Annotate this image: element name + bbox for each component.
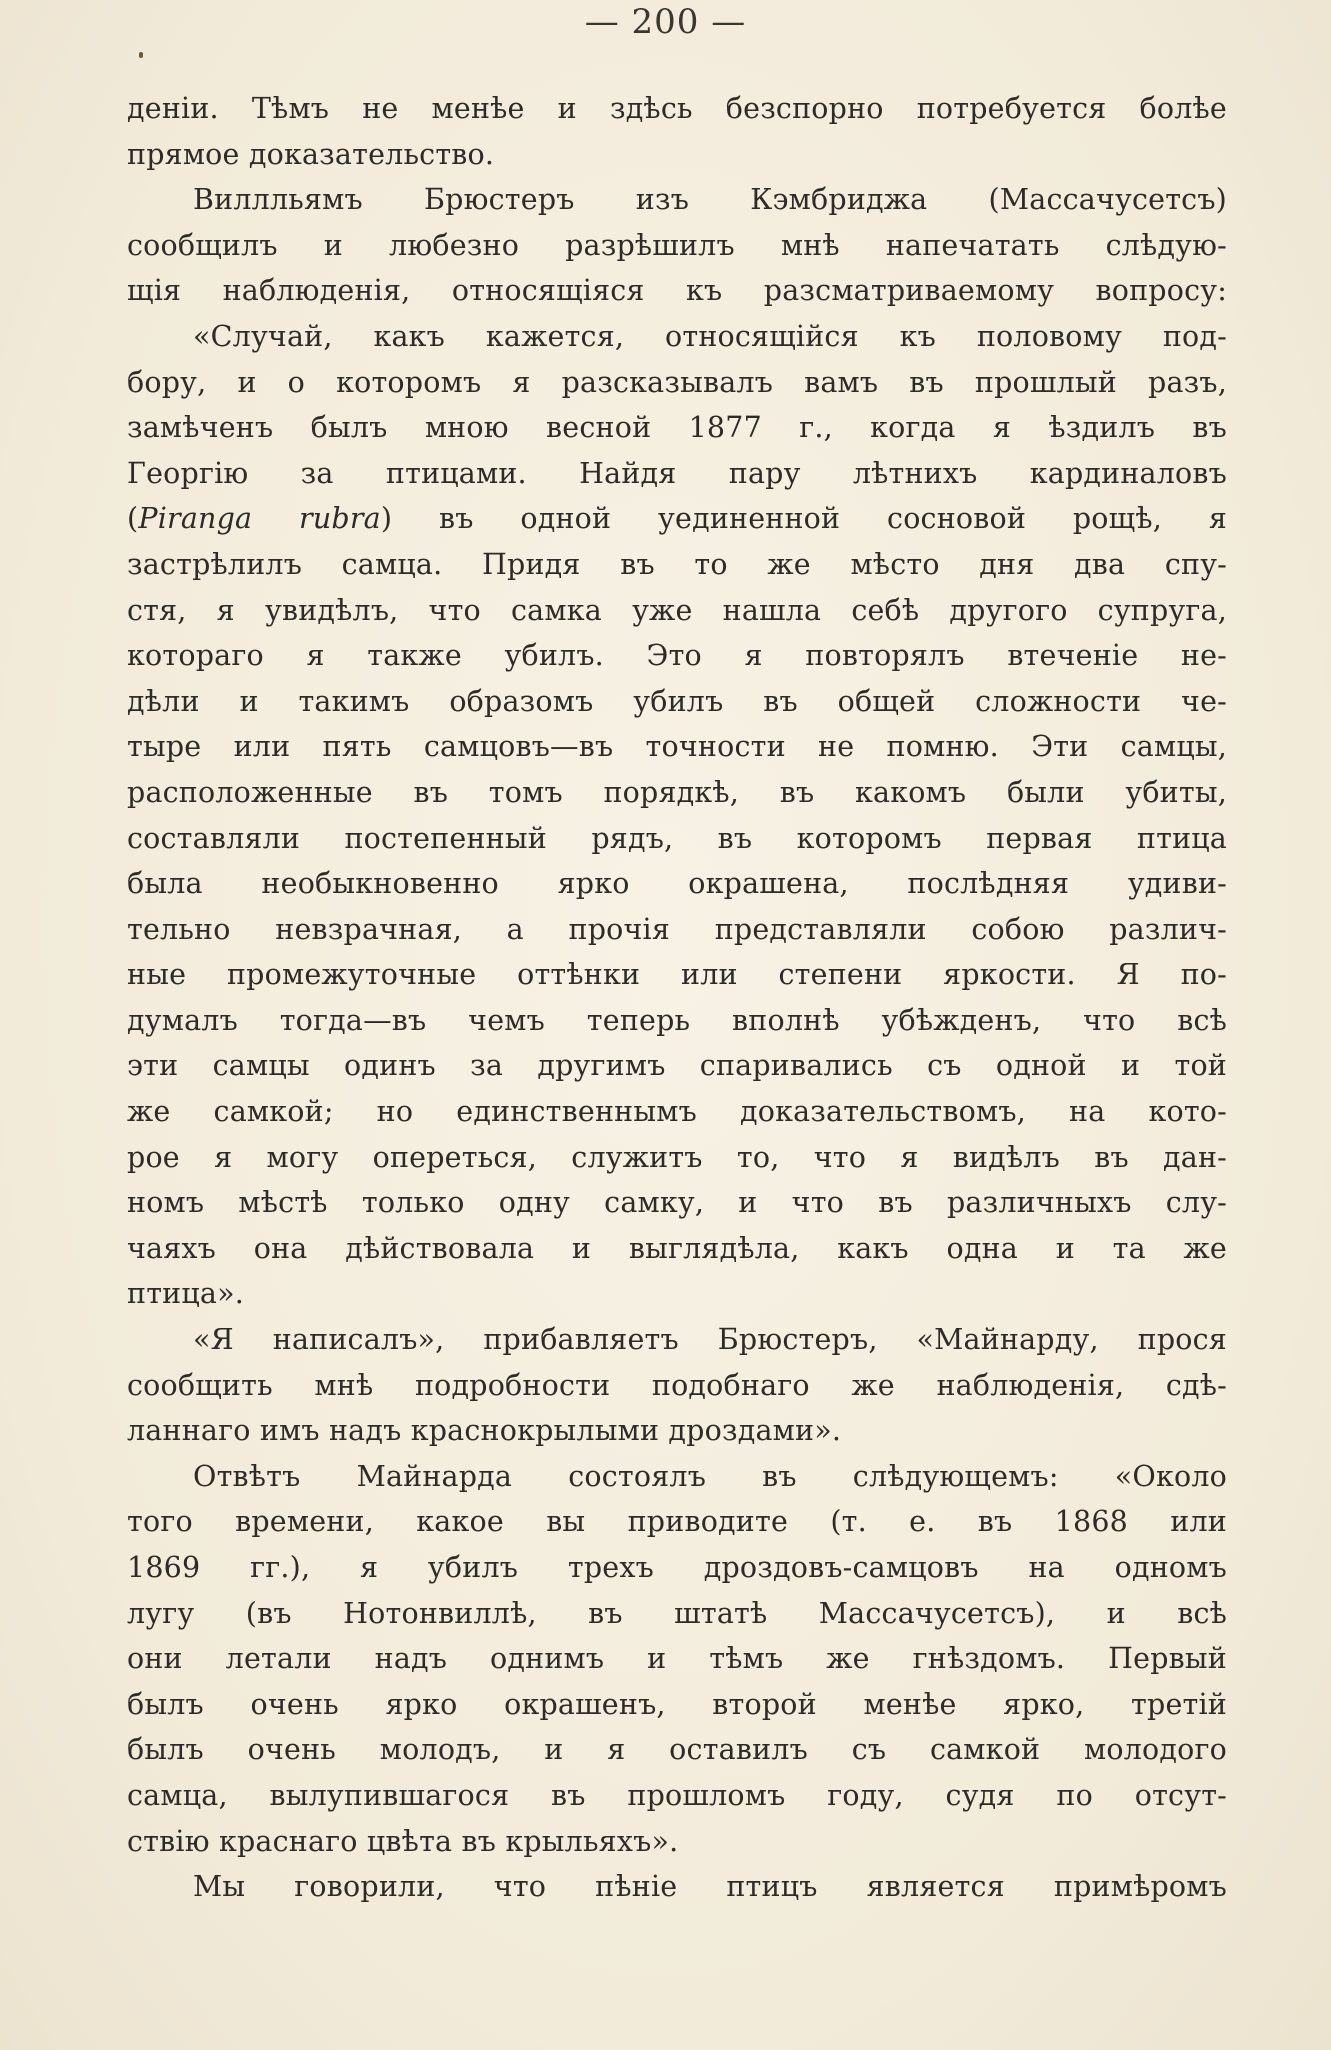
- text-line: котораго я также убилъ. Это я повторялъ втеченіе не-: [127, 639, 1227, 673]
- text-line: ланнаго имъ надъ краснокрылыми дроздами».: [127, 1414, 842, 1448]
- text-line: щія наблюденія, относящіяся къ разсматриваемому вопросу:: [127, 274, 1227, 308]
- text-line: того времени, какое вы приводите (т. е. въ 1868 или: [127, 1505, 1227, 1539]
- text-line: прямое доказательство.: [127, 137, 495, 171]
- text-line: Виллльямъ Брюстеръ изъ Кэмбриджа (Массачусетсъ): [193, 183, 1227, 217]
- text-line: составляли постепенный рядъ, въ которомъ первая птица: [127, 821, 1227, 855]
- page-number: — 200 —: [584, 2, 747, 42]
- text-line: «Случай, какъ кажется, относящійся къ половому под-: [193, 319, 1227, 353]
- ink-speck: [139, 52, 143, 58]
- text-line: эти самцы одинъ за другимъ спаривались съ одной и той: [127, 1049, 1227, 1083]
- text-line: деніи. Тѣмъ не менѣе и здѣсь безспорно потребуется болѣе: [127, 92, 1227, 125]
- text-line: Отвѣтъ Майнарда состоялъ въ слѣдующемъ: «Около: [193, 1459, 1227, 1493]
- text-line: они летали надъ однимъ и тѣмъ же гнѣздомъ. Первый: [127, 1642, 1227, 1676]
- text-line: сообщилъ и любезно разрѣшилъ мнѣ напечатать слѣдую-: [127, 228, 1227, 262]
- text-line: сообщить мнѣ подробности подобнаго же наблюденія, сдѣ-: [127, 1368, 1227, 1402]
- text-line: 1869 гг.), я убилъ трехъ дроздовъ-самцовъ на одномъ: [127, 1551, 1227, 1584]
- body-text: [127, 86, 1227, 1910]
- text-line: тельно невзрачная, а прочія представляли собою различ-: [127, 912, 1227, 946]
- text-line: птица».: [127, 1277, 244, 1311]
- text-line: «Я написалъ», прибавляетъ Брюстеръ, «Майнарду, прося: [193, 1323, 1227, 1357]
- text-line: расположенные въ томъ порядкѣ, въ какомъ были убиты,: [127, 775, 1227, 809]
- text-line: замѣченъ былъ мною весной 1877 г., когда я ѣздилъ въ: [127, 411, 1227, 445]
- text-line: стя, я увидѣлъ, что самка уже нашла себѣ другого супруга,: [127, 593, 1227, 627]
- text-line: (Piranga rubra) въ одной уединенной сосновой рощѣ, я: [127, 502, 1227, 536]
- text-line: былъ очень ярко окрашенъ, второй менѣе ярко, третій: [127, 1687, 1227, 1721]
- text-line: чаяхъ она дѣйствовала и выглядѣла, какъ одна и та же: [127, 1231, 1227, 1265]
- text-line: тыре или пять самцовъ—въ точности не помню. Эти самцы,: [127, 730, 1227, 764]
- text-line: бору, и о которомъ я разсказывалъ вамъ въ прошлый разъ,: [127, 365, 1227, 399]
- text-line: думалъ тогда—въ чемъ теперь вполнѣ убѣжденъ, что всѣ: [127, 1003, 1227, 1037]
- text-line: лугу (въ Нотонвиллѣ, въ штатѣ Массачусетсъ), и всѣ: [127, 1596, 1227, 1630]
- latin-species-name: Piranga rubra: [138, 502, 381, 536]
- text-line: Мы говорили, что пѣніе птицъ является примѣромъ: [193, 1870, 1227, 1904]
- text-line: Георгію за птицами. Найдя пару лѣтнихъ кардиналовъ: [127, 456, 1227, 490]
- text-line: дѣли и такимъ образомъ убилъ въ общей сложности че-: [127, 684, 1227, 718]
- text-line: ствію краснаго цвѣта въ крыльяхъ».: [127, 1824, 679, 1858]
- text-line: застрѣлилъ самца. Придя въ то же мѣсто дня два спу-: [127, 547, 1227, 581]
- text-line: ные промежуточные оттѣнки или степени яркости. Я по-: [127, 958, 1227, 992]
- text-line: самца, вылупившагося въ прошломъ году, судя по отсут-: [127, 1778, 1227, 1812]
- text-line: была необыкновенно ярко окрашена, послѣдняя удиви-: [127, 867, 1227, 901]
- text-line: же самкой; но единственнымъ доказательствомъ, на кото-: [127, 1095, 1227, 1129]
- text-line: номъ мѣстѣ только одну самку, и что въ различныхъ слу-: [127, 1186, 1227, 1220]
- text-line: былъ очень молодъ, и я оставилъ съ самкой молодого: [127, 1733, 1227, 1767]
- text-line: рое я могу опереться, служитъ то, что я видѣлъ въ дан-: [127, 1140, 1227, 1174]
